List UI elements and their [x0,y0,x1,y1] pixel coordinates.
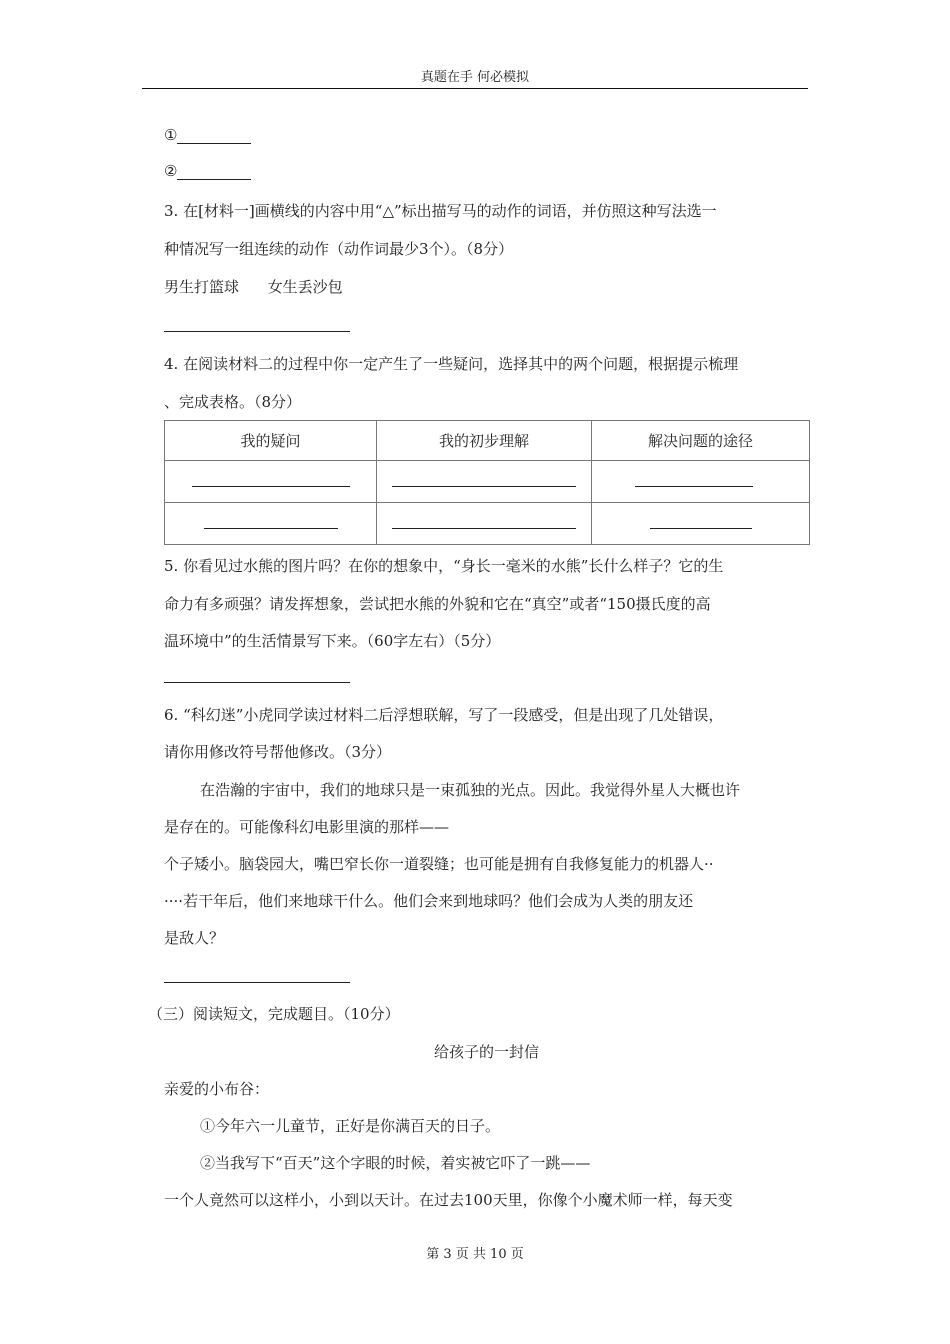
table-header-solution: 解决问题的途径 [592,421,810,461]
table-answer-line[interactable] [650,520,752,529]
answer-blank-2[interactable] [177,165,251,180]
question-3-line-1: 3. 在[材料一]画横线的内容中用“△”标出描写马的动作的词语，并仿照这种写法选一 [164,202,717,220]
answer-line-2 [164,162,251,180]
question-6-answer-line[interactable] [164,982,350,983]
question-4-line-2: 、完成表格。（8分） [164,393,302,411]
table-answer-line[interactable] [392,478,576,487]
question-3-line-2: 种情况写一组连续的动作（动作词最少3个）。（8分） [164,240,514,258]
question-4-line-1: 4. 在阅读材料二的过程中你一定产生了一些疑问，选择其中的两个问题，根据提示梳理 [164,355,739,373]
section-3-heading: （三）阅读短文，完成题目。（10分） [148,1005,400,1023]
question-6-line-2: 请你用修改符号帮他修改。（3分） [164,743,392,761]
table-row [165,461,810,503]
table-cell[interactable] [377,461,592,503]
passage-line-3: 个子矮小。脑袋园大，嘴巴窄长你一道裂缝；也可能是拥有自我修复能力的机器人·· [164,855,714,873]
letter-title: 给孩子的一封信 [433,1043,539,1061]
circle-number-1: ① [164,126,178,144]
letter-paragraph-2: ②当我写下“百天”这个字眼的时候，着实被它吓了一跳—— [200,1154,591,1172]
table-answer-line[interactable] [392,520,576,529]
table-cell[interactable] [592,503,810,545]
table-answer-line[interactable] [204,520,338,529]
passage-line-1: 在浩瀚的宇宙中，我们的地球只是一束孤独的光点。因此。我觉得外星人大概也许 [200,781,741,799]
table-header-question: 我的疑问 [165,421,377,461]
answer-blank-1[interactable] [177,129,251,144]
table-cell[interactable] [165,503,377,545]
table-row [165,503,810,545]
page-number: 第 3 页 共 10 页 [426,1247,524,1262]
question-5-line-1: 5. 你看见过水熊的图片吗？在你的想象中，“身长一毫米的水熊”长什么样子？它的生 [164,557,724,575]
question-6-line-1: 6. “科幻迷”小虎同学读过材料二后浮想联解，写了一段感受，但是出现了几处错误， [164,706,724,724]
header-rule [142,88,808,89]
answer-line-1 [164,126,251,144]
question-3-options: 男生打篮球 女生丢沙包 [164,278,343,296]
table-cell[interactable] [592,461,810,503]
table-cell[interactable] [377,503,592,545]
table-header-row [165,421,810,461]
question-5-line-3: 温环境中”的生活情景写下来。（60字左右）（5分） [164,632,501,650]
question-3-answer-line[interactable] [164,331,350,332]
page-header: 真题在手 何必模拟 [420,70,530,85]
question-4-table [164,420,810,545]
table-answer-line[interactable] [192,478,350,487]
passage-line-2: 是存在的。可能像科幻电影里演的那样—— [164,818,450,836]
letter-salutation: 亲爱的小布谷： [164,1080,270,1098]
passage-line-5: 是敌人？ [164,929,225,947]
table-answer-line[interactable] [635,478,753,487]
question-5-answer-line[interactable] [164,682,350,683]
passage-line-4: ····若干年后，他们来地球干什么。他们会来到地球吗？他们会成为人类的朋友还 [164,892,694,910]
letter-paragraph-1: ①今年六一儿童节，正好是你满百天的日子。 [200,1117,501,1135]
table-header-understanding: 我的初步理解 [377,421,592,461]
table-cell[interactable] [165,461,377,503]
letter-paragraph-3: 一个人竟然可以这样小，小到以天计。在过去100天里，你像个小魔术师一样，每天变 [164,1191,733,1209]
question-5-line-2: 命力有多顽强？请发挥想象，尝试把水熊的外貌和它在“真空”或者“150摄氏度的高 [164,595,711,613]
circle-number-2: ② [164,162,178,180]
